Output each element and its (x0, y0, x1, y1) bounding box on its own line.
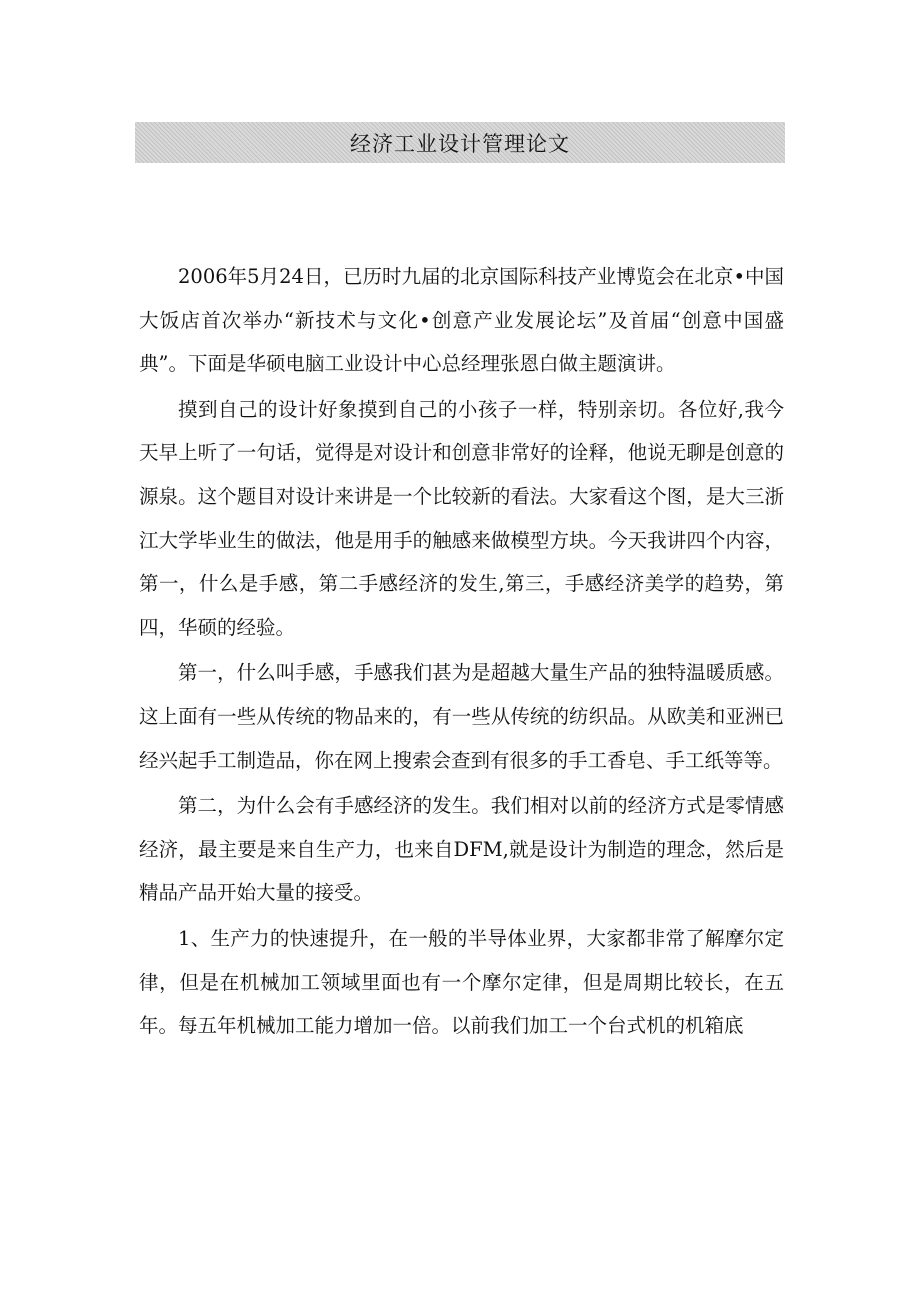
document-title: 经济工业设计管理论文 (350, 131, 570, 156)
paragraph-1: 2006年5月24日，已历时九届的北京国际科技产业博览会在北京•中国大饭店首次举办“新技术与文化•创意产业发展论坛”及首届“创意中国盛典”。下面是华硕电脑工业设计中心总经理张恩白做主题演讲。 (139, 265, 784, 376)
paragraph-3: 第一，什么叫手感，手感我们甚为是超越大量生产品的独特温暖质感。这上面有一些从传统的物品来的，有一些从传统的纺织品。从欧美和亚洲已经兴起手工制造品，你在网上搜索会查到有很多的手工香皂、手工纸等等。 (139, 661, 784, 772)
paragraph-5: 1、生产力的快速提升，在一般的半导体业界，大家都非常了解摩尔定律，但是在机械加工领域里面也有一个摩尔定律，但是周期比较长，在五年。每五年机械加工能力增加一倍。以前我们加工一个台式机的机箱底 (139, 926, 784, 1038)
paragraph-2: 摸到自己的设计好象摸到自己的小孩子一样，特别亲切。各位好,我今天早上听了一句话，觉得是对设计和创意非常好的诠释，他说无聊是创意的源泉。这个题目对设计来讲是一个比较新的看法。大家看这个图，是大三浙江大学毕业生的做法，他是用手的触感来做模型方块。今天我讲四个内容，第一，什么是手感，第二手感经济的发生,第三，手感经济美学的趋势，第四，华硕的经验。 (139, 397, 784, 639)
title-banner (135, 122, 785, 163)
document-body (139, 255, 784, 1050)
paragraph-4: 第二，为什么会有手感经济的发生。我们相对以前的经济方式是零情感经济，最主要是来自生产力，也来自DFM,就是设计为制造的理念，然后是精品产品开始大量的接受。 (139, 794, 784, 905)
